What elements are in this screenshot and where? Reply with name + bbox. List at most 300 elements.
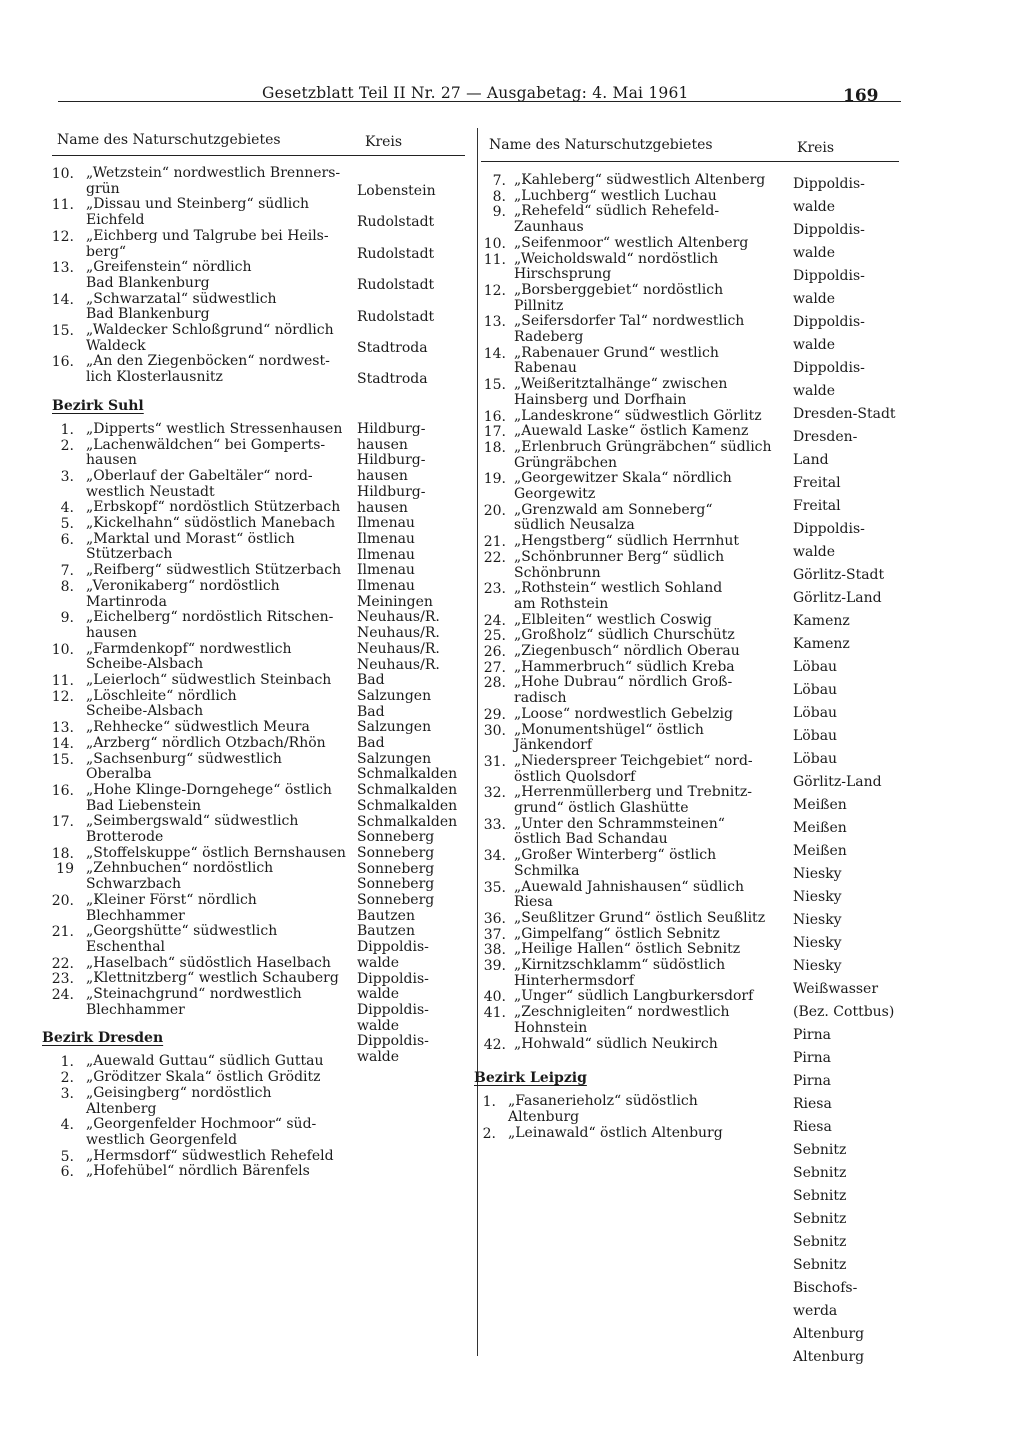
right-entry-number: 27.	[483, 659, 506, 676]
right-entry-name: „Auewald Laske“ östlich Kamenz	[514, 423, 749, 440]
left-suhl-entry-name: Bad Liebenstein	[86, 797, 201, 814]
right-entry-number: 34.	[483, 848, 506, 865]
left-suhl-entry-name: „Zehnbuchen“ nordöstlich	[86, 860, 274, 877]
right-name-header: Name des Naturschutzgebietes	[489, 137, 713, 153]
left-suhl-entry-name: „Kickelhahn“ südöstlich Manebach	[86, 515, 336, 531]
left-dresden-entry-name: „Georgenfelder Hochmoor“ süd-	[86, 1116, 317, 1133]
left-a-entry-number: 14.	[51, 291, 74, 308]
right-kreis-value: Dippoldis-	[793, 521, 865, 537]
right-entry-number: 12.	[483, 282, 506, 299]
left-kreis-value: Schmalkalden	[357, 813, 458, 830]
right-entry-name: südlich Neusalza	[514, 517, 635, 534]
right-entry-name: Hainsberg und Dorfhain	[514, 391, 687, 408]
right-entry-name: „Kirnitzschklamm“ südöstlich	[514, 957, 726, 973]
right-kreis-value: Weißwasser	[793, 981, 879, 997]
right-kreis-value: Riesa	[793, 1096, 832, 1112]
left-suhl-entry-name: „Georgshütte“ südwestlich	[86, 923, 278, 940]
right-entry-number: 7.	[492, 173, 506, 189]
right-kreis-value: Riesa	[793, 1119, 832, 1135]
right-entry-number: 32.	[483, 785, 506, 802]
right-kreis-value: Sebnitz	[793, 1165, 847, 1181]
right-entry-name: „Landeskrone“ südwestlich Görlitz	[514, 407, 762, 424]
right-entry-number: 10.	[483, 235, 506, 252]
right-kreis-value: Meißen	[793, 797, 847, 813]
right-entry-name: Rabenau	[514, 360, 577, 377]
left-a-entry-name: „An den Ziegenböcken“ nordwest-	[86, 353, 330, 370]
left-suhl-entry-number: 15.	[51, 751, 74, 768]
left-kreis-value: Sonneberg	[357, 829, 435, 846]
left-kreis-value: Dippoldis-	[357, 939, 429, 956]
left-kreis-value: Schmalkalden	[357, 797, 458, 814]
left-suhl-entry-name: „Leierloch“ südwestlich Steinbach	[86, 672, 332, 688]
left-kreis-value: walde	[357, 1049, 400, 1065]
right-kreis-value: Sebnitz	[793, 1234, 847, 1250]
left-suhl-entry-name: Brotterode	[86, 829, 164, 845]
right-kreis-value: Freital	[793, 498, 841, 514]
right-entry-number: 13.	[483, 314, 506, 331]
right-entry-name: „Loose“ nordwestlich Gebelzig	[514, 705, 733, 722]
left-suhl-entry-name: westlich Neustadt	[86, 483, 215, 500]
left-suhl-entry-number: 14.	[51, 735, 74, 752]
left-a-entry-number: 15.	[51, 323, 74, 339]
left-a-entry-number: 16.	[51, 354, 74, 371]
left-kreis-value: hausen	[357, 499, 408, 516]
right-entry-name: „Fasanerieholz“ südöstlich	[508, 1093, 698, 1110]
left-suhl-entry-number: 5.	[60, 516, 74, 532]
right-entry-number: 9.	[492, 204, 506, 221]
right-entry-name: „Kahleberg“ südwestlich Altenberg	[514, 172, 766, 188]
left-suhl-entry-name: „Stoffelskuppe“ östlich Bernshausen	[86, 844, 346, 861]
right-entry-name: „Seußlitzer Grund“ östlich Seußlitz	[514, 909, 766, 926]
left-suhl-entry-name: „Erbskopf“ nordöstlich Stützerbach	[86, 499, 341, 516]
left-kreis-value: Ilmenau	[357, 578, 415, 594]
left-suhl-entry-number: 6.	[60, 531, 74, 548]
right-kreis-value: Dresden-Stadt	[793, 406, 896, 422]
left-suhl-entry-name: „Sachsenburg“ südwestlich	[86, 750, 282, 767]
right-kreis-value: Freital	[793, 475, 841, 491]
left-suhl-entry-name: „Reifberg“ südwestlich Stützerbach	[86, 562, 342, 579]
left-a-entry-name: „Eichberg und Talgrube bei Heils-	[86, 227, 329, 244]
left-suhl-entry-number: 22.	[51, 955, 74, 972]
left-kreis-value: Dippoldis-	[357, 1001, 429, 1018]
right-entry-name: „Auewald Jahnishausen“ südlich	[514, 878, 744, 895]
right-kreis-value: Land	[793, 452, 829, 468]
left-a-entry-name: „Greifenstein“ nördlich	[86, 259, 252, 276]
left-suhl-entry-name: „Löschleite“ nördlich	[86, 687, 237, 704]
right-entry-number: 2.	[482, 1125, 496, 1142]
column-divider	[477, 128, 478, 1356]
left-kreis-value: Rudolstadt	[357, 214, 435, 231]
left-kreis-header: Kreis	[365, 134, 403, 150]
left-dresden-entry-name: „Geisingberg“ nordöstlich	[86, 1084, 272, 1101]
right-entry-name: „Hohe Dubrau“ nördlich Groß-	[514, 674, 733, 691]
left-a-entry-number: 12.	[51, 228, 74, 245]
right-entry-number: 35.	[483, 879, 506, 896]
left-kreis-value: Dippoldis-	[357, 1033, 429, 1050]
left-suhl-entry-name: hausen	[86, 624, 137, 641]
right-entry-name: Grüngräbchen	[514, 454, 618, 471]
right-kreis-value: Kamenz	[793, 613, 850, 629]
right-kreis-value: Sebnitz	[793, 1211, 847, 1227]
left-suhl-entry-name: „Hohe Klinge-Dorngehege“ östlich	[86, 781, 332, 798]
left-suhl-entry-number: 8.	[60, 578, 74, 595]
right-entry-name: „Luchberg“ westlich Luchau	[514, 187, 717, 204]
left-suhl-entry-name: Scheibe-Alsbach	[86, 656, 204, 673]
right-entry-name: „Erlenbruch Grüngräbchen“ südlich	[514, 438, 772, 455]
left-suhl-entry-name: „Veronikaberg“ nordöstlich	[86, 577, 280, 594]
left-kreis-value: Sonneberg	[357, 876, 435, 893]
left-kreis-value: Dippoldis-	[357, 970, 429, 987]
left-kreis-value: walde	[357, 986, 400, 1003]
right-entry-name: Jänkendorf	[514, 737, 593, 754]
left-kreis-value: Salzungen	[357, 750, 432, 767]
left-kreis-value: Rudolstadt	[357, 245, 435, 262]
left-kreis-value: Salzungen	[357, 719, 432, 736]
left-suhl-entry-number: 3.	[60, 468, 74, 485]
right-entry-name: „Hammerbruch“ südlich Kreba	[514, 658, 735, 675]
right-entry-number: 21.	[483, 534, 506, 551]
right-kreis-value: walde	[793, 544, 836, 560]
left-suhl-entry-number: 20.	[51, 892, 74, 909]
left-kreis-value: Bautzen	[357, 907, 415, 924]
right-entry-name: Altenburg	[508, 1108, 580, 1125]
left-suhl-entry-number: 11.	[51, 673, 74, 689]
left-kreis-value: Lobenstein	[357, 183, 436, 199]
right-kreis-value: Dippoldis-	[793, 360, 865, 376]
right-entry-name: „Unter den Schrammsteinen“	[514, 815, 725, 832]
right-entry-name: Radeberg	[514, 329, 584, 345]
left-suhl-entry-number: 2.	[60, 437, 74, 454]
left-suhl-entry-name: Oberalba	[86, 766, 152, 783]
right-entry-number: 29.	[483, 706, 506, 723]
right-entry-name: „Borsberggebiet“ nordöstlich	[514, 281, 724, 298]
right-entry-number: 15.	[483, 377, 506, 394]
left-a-entry-name: „Wetzstein“ nordwestlich Brenners-	[86, 165, 341, 181]
right-entry-number: 1.	[482, 1094, 496, 1111]
left-dresden-entry-name: „Auewald Guttau“ südlich Guttau	[86, 1053, 324, 1070]
right-entry-name: Schmilka	[514, 862, 580, 879]
left-kreis-value: hausen	[357, 436, 408, 453]
left-suhl-entry-name: „Dipperts“ westlich Stressenhausen	[86, 420, 343, 437]
right-kreis-value: Niesky	[793, 912, 842, 928]
right-entry-number: 25.	[483, 628, 506, 645]
right-entry-name: Zaunhaus	[514, 219, 584, 236]
left-a-entry-name: berg“	[86, 243, 127, 260]
right-entry-number: 8.	[492, 188, 506, 205]
right-entry-number: 19.	[483, 471, 506, 488]
left-dresden-entry-number: 1.	[60, 1054, 74, 1071]
left-kreis-value: Ilmenau	[357, 546, 415, 563]
right-entry-name: am Rothstein	[514, 595, 609, 612]
left-dresden-entry-number: 2.	[60, 1070, 74, 1087]
left-a-entry-name: grün	[86, 180, 120, 197]
left-suhl-entry-number: 16.	[51, 782, 74, 799]
right-kreis-value: Dippoldis-	[793, 222, 865, 238]
left-suhl-entry-number: 19	[56, 861, 74, 878]
left-kreis-value: Rudolstadt	[357, 308, 435, 325]
left-suhl-entry-name: „Seimbergswald“ südwestlich	[86, 813, 299, 830]
right-entry-name: radisch	[514, 690, 567, 707]
right-entry-number: 22.	[483, 549, 506, 566]
right-kreis-value: walde	[793, 337, 836, 353]
left-header-rule	[52, 155, 465, 156]
left-suhl-entry-name: „Klettnitzberg“ westlich Schauberg	[86, 970, 339, 987]
left-suhl-entry-number: 17.	[51, 814, 74, 831]
right-kreis-value: Dippoldis-	[793, 268, 865, 284]
right-entry-number: 17.	[483, 424, 506, 441]
left-kreis-value: Ilmenau	[357, 530, 415, 547]
right-entry-number: 41.	[483, 1005, 506, 1022]
page-number: 169	[843, 86, 879, 106]
right-kreis-value: Niesky	[793, 866, 842, 882]
right-entry-number: 39.	[483, 958, 506, 974]
left-kreis-value: walde	[357, 1017, 400, 1034]
left-kreis-value: Neuhaus/R.	[357, 640, 440, 657]
right-entry-name: östlich Quolsdorf	[514, 768, 636, 785]
left-name-header: Name des Naturschutzgebietes	[57, 132, 281, 148]
right-entry-number: 14.	[483, 345, 506, 362]
left-dresden-entry-name: „Hermsdorf“ südwestlich Rehefeld	[86, 1147, 334, 1164]
right-entry-name: Hirschsprung	[514, 266, 612, 283]
left-kreis-value: Sonneberg	[357, 844, 435, 861]
left-kreis-value: Hildburg-	[357, 483, 426, 500]
right-entry-number: 16.	[483, 408, 506, 425]
left-dresden-entry-name: westlich Georgenfeld	[86, 1131, 238, 1148]
right-kreis-value: Dippoldis-	[793, 176, 865, 192]
left-suhl-entry-name: „Rehhecke“ südwestlich Meura	[86, 719, 310, 736]
right-entry-name: „Zeschnigleiten“ nordwestlich	[514, 1004, 730, 1021]
right-kreis-value: Niesky	[793, 958, 842, 974]
left-kreis-value: Sonneberg	[357, 860, 435, 877]
left-suhl-entry-name: „Haselbach“ südöstlich Haselbach	[86, 954, 331, 971]
left-suhl-entry-number: 18.	[51, 845, 74, 862]
right-entry-name: „Weißeritztalhänge“ zwischen	[514, 376, 728, 393]
right-entry-number: 18.	[483, 439, 506, 456]
right-kreis-value: Meißen	[793, 820, 847, 836]
left-kreis-value: Ilmenau	[357, 562, 415, 579]
left-suhl-entry-number: 24.	[51, 987, 74, 1003]
right-kreis-value: Pirna	[793, 1027, 831, 1043]
left-dresden-entry-number: 4.	[60, 1117, 74, 1134]
left-kreis-value: Ilmenau	[357, 515, 415, 532]
right-entry-name: „Hengstberg“ südlich Herrnhut	[514, 533, 740, 550]
right-kreis-value: Sebnitz	[793, 1257, 847, 1273]
right-kreis-value: walde	[793, 245, 836, 261]
right-kreis-value: Löbau	[793, 659, 838, 675]
right-entry-number: 36.	[483, 910, 506, 927]
left-suhl-entry-name: „Marktal und Morast“ östlich	[86, 530, 295, 547]
right-kreis-value: Altenburg	[793, 1326, 865, 1342]
left-a-entry-name: Waldeck	[86, 337, 146, 354]
left-suhl-entry-name: „Farmdenkopf“ nordwestlich	[86, 640, 292, 657]
left-kreis-value: Schmalkalden	[357, 782, 458, 799]
left-suhl-entry-number: 13.	[51, 720, 74, 737]
right-entry-name: Pillnitz	[514, 297, 564, 314]
right-entry-name: „Gimpelfang“ östlich Sebnitz	[514, 925, 720, 942]
right-entry-number: 31.	[483, 753, 506, 770]
left-suhl-entry-name: Blechhammer	[86, 1001, 185, 1018]
right-kreis-value: Dippoldis-	[793, 314, 865, 330]
left-suhl-entry-name: Stützerbach	[86, 546, 173, 563]
right-kreis-value: Niesky	[793, 935, 842, 951]
right-entry-number: 28.	[483, 675, 506, 692]
left-suhl-entry-name: „Eichelberg“ nordöstlich Ritschen-	[86, 609, 334, 626]
left-kreis-value: hausen	[357, 468, 408, 485]
left-suhl-entry-name: „Arzberg“ nördlich Otzbach/Rhön	[86, 734, 326, 751]
right-kreis-value: Niesky	[793, 889, 842, 905]
left-suhl-entry-name: Scheibe-Alsbach	[86, 703, 204, 720]
right-entry-number: 42.	[483, 1036, 506, 1053]
right-entry-name: östlich Bad Schandau	[514, 831, 668, 848]
left-dresden-entry-number: 5.	[60, 1148, 74, 1165]
left-suhl-entry-name: Blechhammer	[86, 907, 185, 924]
right-entry-number: 24.	[483, 612, 506, 629]
left-kreis-value: Stadtroda	[357, 340, 428, 356]
right-kreis-value: walde	[793, 199, 836, 215]
right-kreis-value: Görlitz-Land	[793, 590, 882, 606]
right-kreis-value: Löbau	[793, 728, 838, 744]
right-entry-number: 37.	[483, 926, 506, 943]
left-kreis-value: Bad	[357, 703, 385, 720]
left-suhl-entry-name: Eschenthal	[86, 938, 166, 955]
left-kreis-value: Schmalkalden	[357, 766, 458, 783]
right-entry-number: 11.	[483, 251, 506, 268]
right-kreis-value: Löbau	[793, 705, 838, 721]
right-entry-number: 23.	[483, 581, 506, 598]
right-entry-name: „Herrenmüllerberg und Trebnitz-	[514, 784, 752, 801]
left-kreis-value: Meiningen	[357, 593, 433, 610]
left-kreis-value: Hildburg-	[357, 452, 426, 469]
right-entry-name: Riesa	[514, 894, 553, 911]
right-entry-number: 30.	[483, 722, 506, 739]
left-kreis-value: Neuhaus/R.	[357, 656, 440, 673]
left-suhl-entry-number: 4.	[60, 500, 74, 517]
left-dresden-entry-number: 6.	[60, 1164, 74, 1181]
left-suhl-entry-number: 21.	[51, 924, 74, 941]
right-entry-name: „Monumentshügel“ östlich	[514, 721, 704, 738]
right-entry-name: „Großholz“ südlich Churschütz	[514, 627, 735, 644]
left-kreis-value: Stadtroda	[357, 371, 428, 388]
right-entry-name: „Hohwald“ südlich Neukirch	[514, 1035, 718, 1052]
header-rule	[58, 101, 901, 102]
right-kreis-value: Löbau	[793, 682, 838, 698]
right-entry-name: „Georgewitzer Skala“ nördlich	[514, 470, 732, 487]
right-entry-name: „Seifenmoor“ westlich Altenberg	[514, 234, 749, 251]
right-kreis-value: Kamenz	[793, 636, 850, 652]
left-suhl-entry-number: 12.	[51, 688, 74, 705]
left-kreis-value: Sonneberg	[357, 892, 435, 908]
right-entry-number: 40.	[483, 989, 506, 1006]
right-kreis-value: Bischofs-	[793, 1280, 858, 1296]
right-entry-name: „Unger“ südlich Langburkersdorf	[514, 988, 754, 1005]
left-kreis-value: Hildburg-	[357, 421, 426, 437]
right-kreis-value: Pirna	[793, 1050, 831, 1066]
left-kreis-value: Neuhaus/R.	[357, 625, 440, 642]
right-entry-name: „Elbleiten“ westlich Coswig	[514, 611, 712, 628]
left-suhl-entry-number: 9.	[60, 610, 74, 627]
left-a-entry-name: lich Klosterlausnitz	[86, 369, 223, 386]
right-entry-name: „Schönbrunner Berg“ südlich	[514, 548, 725, 565]
bezirk-leipzig-heading: Bezirk Leipzig	[474, 1070, 587, 1087]
right-kreis-value: Pirna	[793, 1073, 831, 1089]
left-a-entry-name: Bad Blankenburg	[86, 274, 210, 291]
right-kreis-value: (Bez. Cottbus)	[793, 1004, 895, 1020]
left-suhl-entry-number: 10.	[51, 641, 74, 658]
right-kreis-value: Görlitz-Land	[793, 774, 882, 790]
left-dresden-entry-name: „Gröditzer Skala“ östlich Gröditz	[86, 1069, 321, 1086]
left-dresden-entry-name: Altenberg	[86, 1100, 157, 1117]
left-suhl-entry-name: Martinroda	[86, 593, 167, 610]
left-a-entry-name: „Schwarzatal“ südwestlich	[86, 290, 277, 307]
left-suhl-entry-name: „Lachenwäldchen“ bei Gomperts-	[86, 436, 326, 453]
right-entry-name: Hohnstein	[514, 1019, 588, 1036]
left-a-entry-name: „Dissau und Steinberg“ südlich	[86, 196, 310, 213]
left-kreis-value: Bad	[357, 735, 385, 751]
left-dresden-entry-name: „Hofehübel“ nördlich Bärenfels	[86, 1163, 310, 1180]
right-kreis-header: Kreis	[797, 140, 835, 156]
left-suhl-entry-name: „Steinachgrund“ nordwestlich	[86, 986, 302, 1002]
left-kreis-value: walde	[357, 954, 400, 971]
left-kreis-value: Bad	[357, 672, 385, 689]
right-kreis-value: Altenburg	[793, 1349, 865, 1365]
left-kreis-value: Rudolstadt	[357, 277, 435, 294]
right-entry-name: „Leinawald“ östlich Altenburg	[508, 1124, 723, 1141]
left-a-entry-number: 11.	[51, 197, 74, 214]
left-suhl-entry-number: 23.	[51, 971, 74, 988]
left-suhl-entry-name: „Oberlauf der Gabeltäler“ nord-	[86, 467, 313, 484]
right-entry-name: Hinterhermsdorf	[514, 972, 635, 989]
right-entry-number: 20.	[483, 502, 506, 519]
left-a-entry-number: 13.	[51, 260, 74, 277]
left-a-entry-name: Eichfeld	[86, 212, 145, 229]
right-entry-number: 38.	[483, 942, 506, 959]
right-entry-name: „Grenzwald am Sonneberg“	[514, 501, 713, 518]
right-kreis-value: Dresden-	[793, 429, 858, 445]
right-entry-name: „Weicholdswald“ nordöstlich	[514, 250, 719, 267]
bezirk-suhl-heading: Bezirk Suhl	[52, 397, 144, 414]
left-dresden-entry-number: 3.	[60, 1085, 74, 1102]
right-entry-name: „Rothstein“ westlich Sohland	[514, 580, 723, 597]
right-kreis-value: walde	[793, 291, 836, 307]
right-kreis-value: Görlitz-Stadt	[793, 567, 885, 583]
right-entry-name: grund“ östlich Glashütte	[514, 800, 689, 816]
left-suhl-entry-number: 7.	[60, 563, 74, 580]
right-kreis-value: Sebnitz	[793, 1142, 847, 1158]
right-kreis-value: Löbau	[793, 751, 838, 767]
right-entry-name: „Ziegenbusch“ nördlich Oberau	[514, 643, 740, 659]
bezirk-dresden-heading: Bezirk Dresden	[42, 1030, 164, 1047]
right-entry-name: „Rabenauer Grund“ westlich	[514, 344, 719, 361]
left-kreis-value: Bautzen	[357, 923, 415, 940]
left-suhl-entry-number: 1.	[60, 421, 74, 438]
left-suhl-entry-name: Schwarzbach	[86, 876, 182, 893]
right-entry-name: Georgewitz	[514, 486, 596, 502]
right-entry-name: „Rehefeld“ südlich Rehefeld-	[514, 203, 720, 220]
right-entry-name: „Großer Winterberg“ östlich	[514, 847, 717, 864]
right-header-rule	[481, 161, 899, 162]
left-kreis-value: Neuhaus/R.	[357, 609, 440, 626]
left-a-entry-number: 10.	[51, 166, 74, 182]
right-entry-name: „Seifersdorfer Tal“ nordwestlich	[514, 313, 745, 330]
right-kreis-value: Sebnitz	[793, 1188, 847, 1204]
right-kreis-value: werda	[793, 1303, 838, 1319]
right-entry-name: „Heilige Hallen“ östlich Sebnitz	[514, 941, 741, 958]
left-suhl-entry-name: hausen	[86, 452, 137, 469]
right-entry-number: 33.	[483, 816, 506, 833]
left-kreis-value: Salzungen	[357, 687, 432, 704]
right-kreis-value: Meißen	[793, 843, 847, 859]
left-suhl-entry-name: „Kleiner Först“ nördlich	[86, 891, 257, 908]
